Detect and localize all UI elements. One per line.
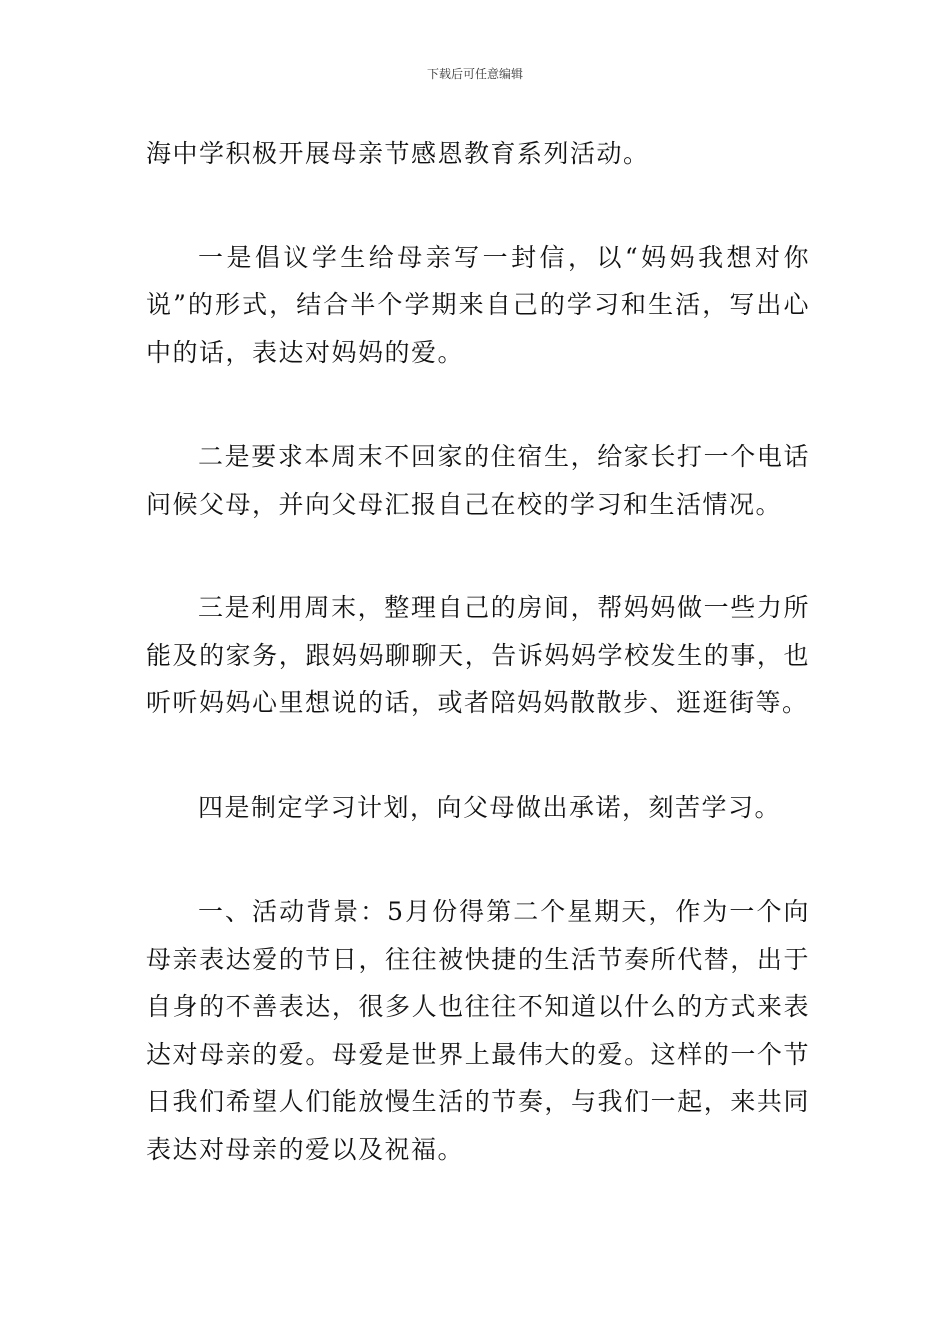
paragraph-item-two: 二是要求本周末不回家的住宿生，给家长打一个电话问候父母，并向父母汇报自己在校的学习和生活情况。 (146, 442, 810, 519)
paragraph-background: 一、活动背景：5月份得第二个星期天，作为一个向母亲表达爱的节日，往往被快捷的生活节奏所代替，出于自身的不善表达，很多人也往往不知道以什么的方式来表达对母亲的爱。母爱是世界上最伟大的爱。这样的一个节日我们希望人们能放慢生活的节奏，与我们一起，来共同表达对母亲的爱以及祝福。 (146, 897, 810, 1164)
paragraph-item-one: 一是倡议学生给母亲写一封信，以“妈妈我想对你说”的形式，结合半个学期来自己的学习和生活，写出心中的话，表达对妈妈的爱。 (146, 242, 810, 367)
document-body (146, 130, 810, 1173)
paragraph-item-four: 四是制定学习计划，向父母做出承诺，刻苦学习。 (198, 792, 782, 822)
page-header-note: 下载后可任意编辑 (426, 67, 523, 81)
paragraph-intro: 海中学积极开展母亲节感恩教育系列活动。 (146, 139, 650, 168)
paragraph-item-three: 三是利用周末，整理自己的房间，帮妈妈做一些力所能及的家务，跟妈妈聊聊天，告诉妈妈学校发生的事，也听听妈妈心里想说的话，或者陪妈妈散散步、逛逛街等。 (146, 593, 810, 717)
